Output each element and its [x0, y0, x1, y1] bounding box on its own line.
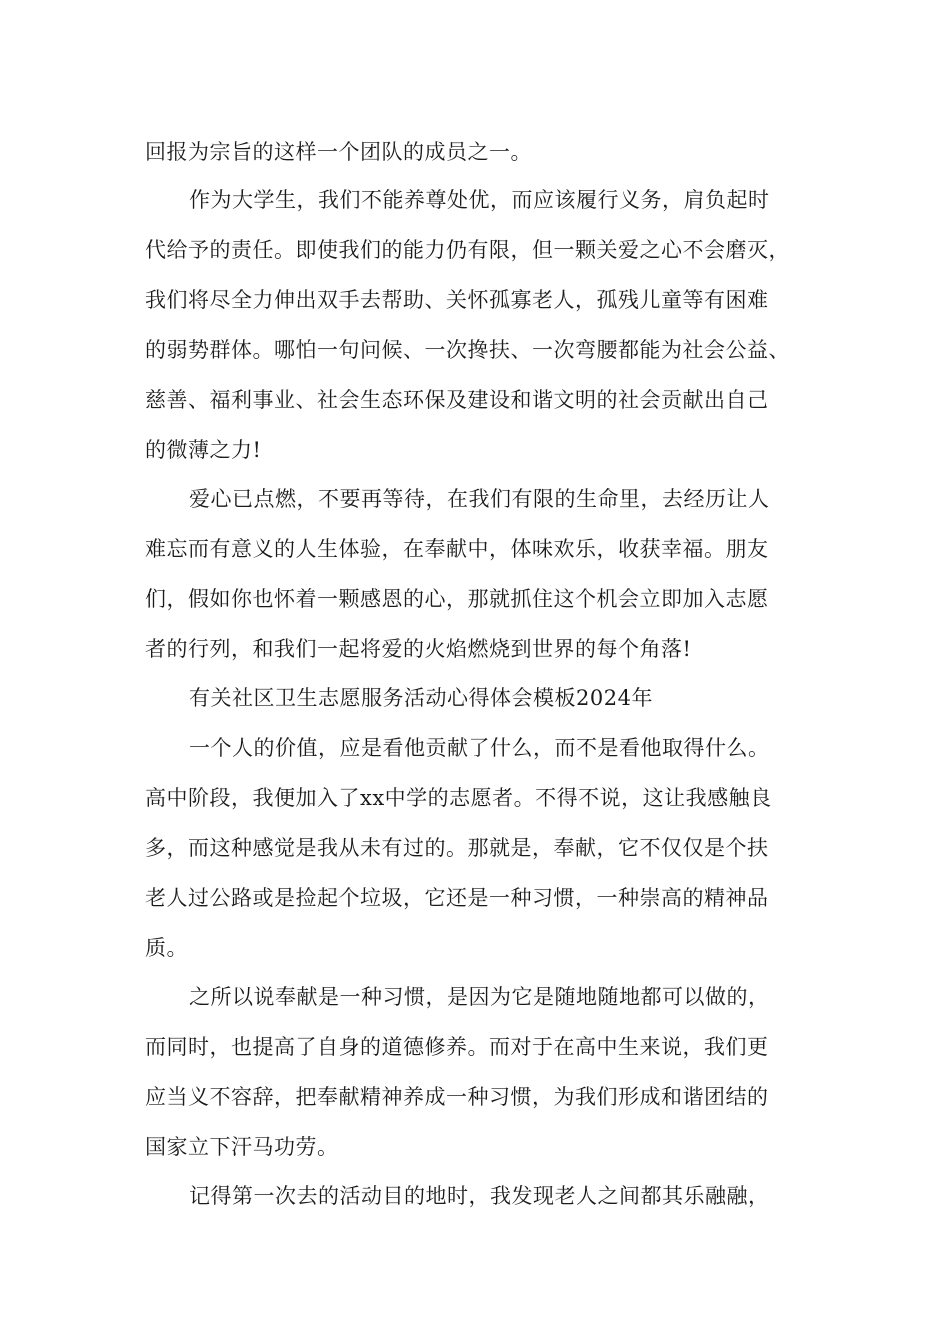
text-line: 一个人的价值，应是看他贡献了什么，而不是看他取得什么。: [189, 736, 770, 760]
text-line: 者的行列，和我们一起将爱的火焰燃烧到世界的每个角落!: [145, 637, 692, 661]
text-line: 国家立下汗马功劳。: [145, 1135, 339, 1159]
text-line: 们，假如你也怀着一颗感恩的心，那就抓住这个机会立即加入志愿: [145, 587, 769, 611]
text-line: 老人过公路或是捡起个垃圾，它还是一种习惯，一种崇高的精神品: [145, 886, 769, 910]
text-line: 应当义不容辞，把奉献精神养成一种习惯，为我们形成和谐团结的: [145, 1085, 769, 1109]
text-line: 的微薄之力!: [145, 438, 262, 462]
text-line: 质。: [145, 936, 188, 960]
text-line: 爱心已点燃，不要再等待，在我们有限的生命里，去经历让人: [189, 487, 770, 511]
text-line: 之所以说奉献是一种习惯，是因为它是随地随地都可以做的，: [189, 985, 770, 1009]
text-line: 高中阶段，我便加入了xx中学的志愿者。不得不说，这让我感触良: [145, 786, 772, 810]
text-line: 多，而这种感觉是我从未有过的。那就是，奉献，它不仅仅是个扶: [145, 836, 769, 860]
text-line: 慈善、福利事业、社会生态环保及建设和谐文明的社会贡献出自己: [145, 388, 769, 412]
section-heading: 有关社区卫生志愿服务活动心得体会模板2024年: [189, 686, 653, 710]
text-line: 难忘而有意义的人生体验，在奉献中，体味欢乐，收获幸福。朋友: [145, 537, 769, 561]
text-line: 而同时，也提高了自身的道德修养。而对于在高中生来说，我们更: [145, 1035, 769, 1059]
text-line: 代给予的责任。即使我们的能力仍有限，但一颗关爱之心不会磨灭，: [145, 238, 790, 262]
text-line: 记得第一次去的活动目的地时，我发现老人之间都其乐融融，: [189, 1184, 770, 1208]
text-line: 的弱势群体。哪怕一句问候、一次搀扶、一次弯腰都能为社会公益、: [145, 338, 790, 362]
text-line: 回报为宗旨的这样一个团队的成员之一。: [145, 140, 532, 164]
text-line: 作为大学生，我们不能养尊处优，而应该履行义务，肩负起时: [189, 188, 770, 212]
text-line: 我们将尽全力伸出双手去帮助、关怀孤寡老人，孤残儿童等有困难: [145, 288, 769, 312]
